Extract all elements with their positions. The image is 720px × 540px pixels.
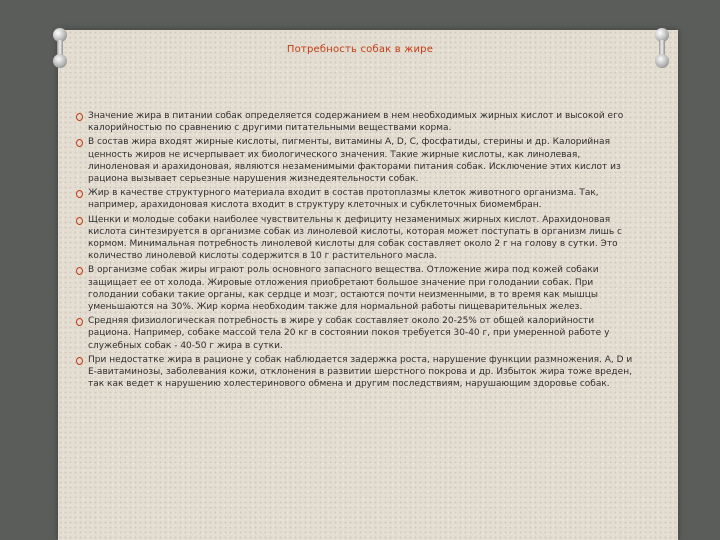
bullet-marker-icon: [76, 217, 83, 225]
bullet-item: [76, 110, 636, 134]
bullet-text: Щенки и молодые собаки наиболее чувствительны к дефициту незаменимых жирных кислот. Арахидоновая кислота синтезируется в организме собак из линолевой кислоты, которая может поступать в организм лишь с кормом. Минимальная потребность линолевой кислоты для собак составляет около 2 г на голову в сутки. Это количество линолевой кислоты содержится в 10 г растительного масла.: [88, 214, 622, 262]
bullet-text: Средняя физиологическая потребность в жире у собак составляет около 20-25% от общей калорийности рациона. Например, собаке массой тела 20 кг в состоянии покоя требуется 30-40 г, при умеренной работе у служебных собак - 40-50 г жира в сутки.: [88, 316, 610, 351]
bullet-text: В организме собак жиры играют роль основного запасного вещества. Отложение жира под кожей собаки защищает ее от холода. Жировые отложения приобретают большое значение при голодании собак. При голодании собаки такие органы, как сердце и мозг, остаются почти неизменными, в то время как мышцы уменьшаются на 30%. Жир корма необходим также для нормальной работы пищеварительных желез.: [88, 265, 599, 313]
bullet-text: В состав жира входят жирные кислоты, пигменты, витамины А, D, С, фосфатиды, стерины и др. Калорийная ценность жиров не исчерпывает их биологического значения. Такие жирные кислоты, как линолевая, линоленовая и арахидоновая, являются незаменимыми факторами питания собак. Исключение этих кислот из рациона вызывает серьезные нарушения жизнедеятельности собак.: [88, 137, 621, 185]
bullet-marker-icon: [76, 190, 83, 198]
bullet-text: При недостатке жира в рационе у собак наблюдается задержка роста, нарушение функции размножения. А, D и Е-авитаминозы, заболевания кожи, отклонения в развитии шерстного покрова и др. Избыток жира тоже вреден, так как ведет к нарушению холестеринового обмена и другим последствиям, нарушающим здоровье собак.: [88, 354, 633, 390]
bullet-item: [76, 214, 636, 263]
bullet-marker-icon: [76, 139, 83, 147]
bullet-list: [76, 110, 636, 392]
bullet-item: [76, 264, 636, 313]
bullet-item: [76, 354, 636, 391]
bullet-marker-icon: [76, 357, 83, 365]
bullet-item: [76, 187, 636, 211]
bullet-marker-icon: [76, 318, 83, 326]
bullet-text: Жир в качестве структурного материала входит в состав протоплазмы клеток животного организма. Так, например, арахидоновая кислота входит в структуру клеточных и субклеточных биомембран.: [88, 188, 599, 211]
bullet-item: [76, 315, 636, 352]
slide-title: Потребность собак в жире: [286, 44, 434, 55]
bullet-item: [76, 136, 636, 185]
bullet-marker-icon: [76, 267, 83, 275]
bullet-text: Значение жира в питании собак определяется содержанием в нем необходимых жирных кислот и высокой его калорийностью по сравнению с другими питательными веществами корма.: [88, 111, 624, 134]
bullet-marker-icon: [76, 113, 83, 121]
